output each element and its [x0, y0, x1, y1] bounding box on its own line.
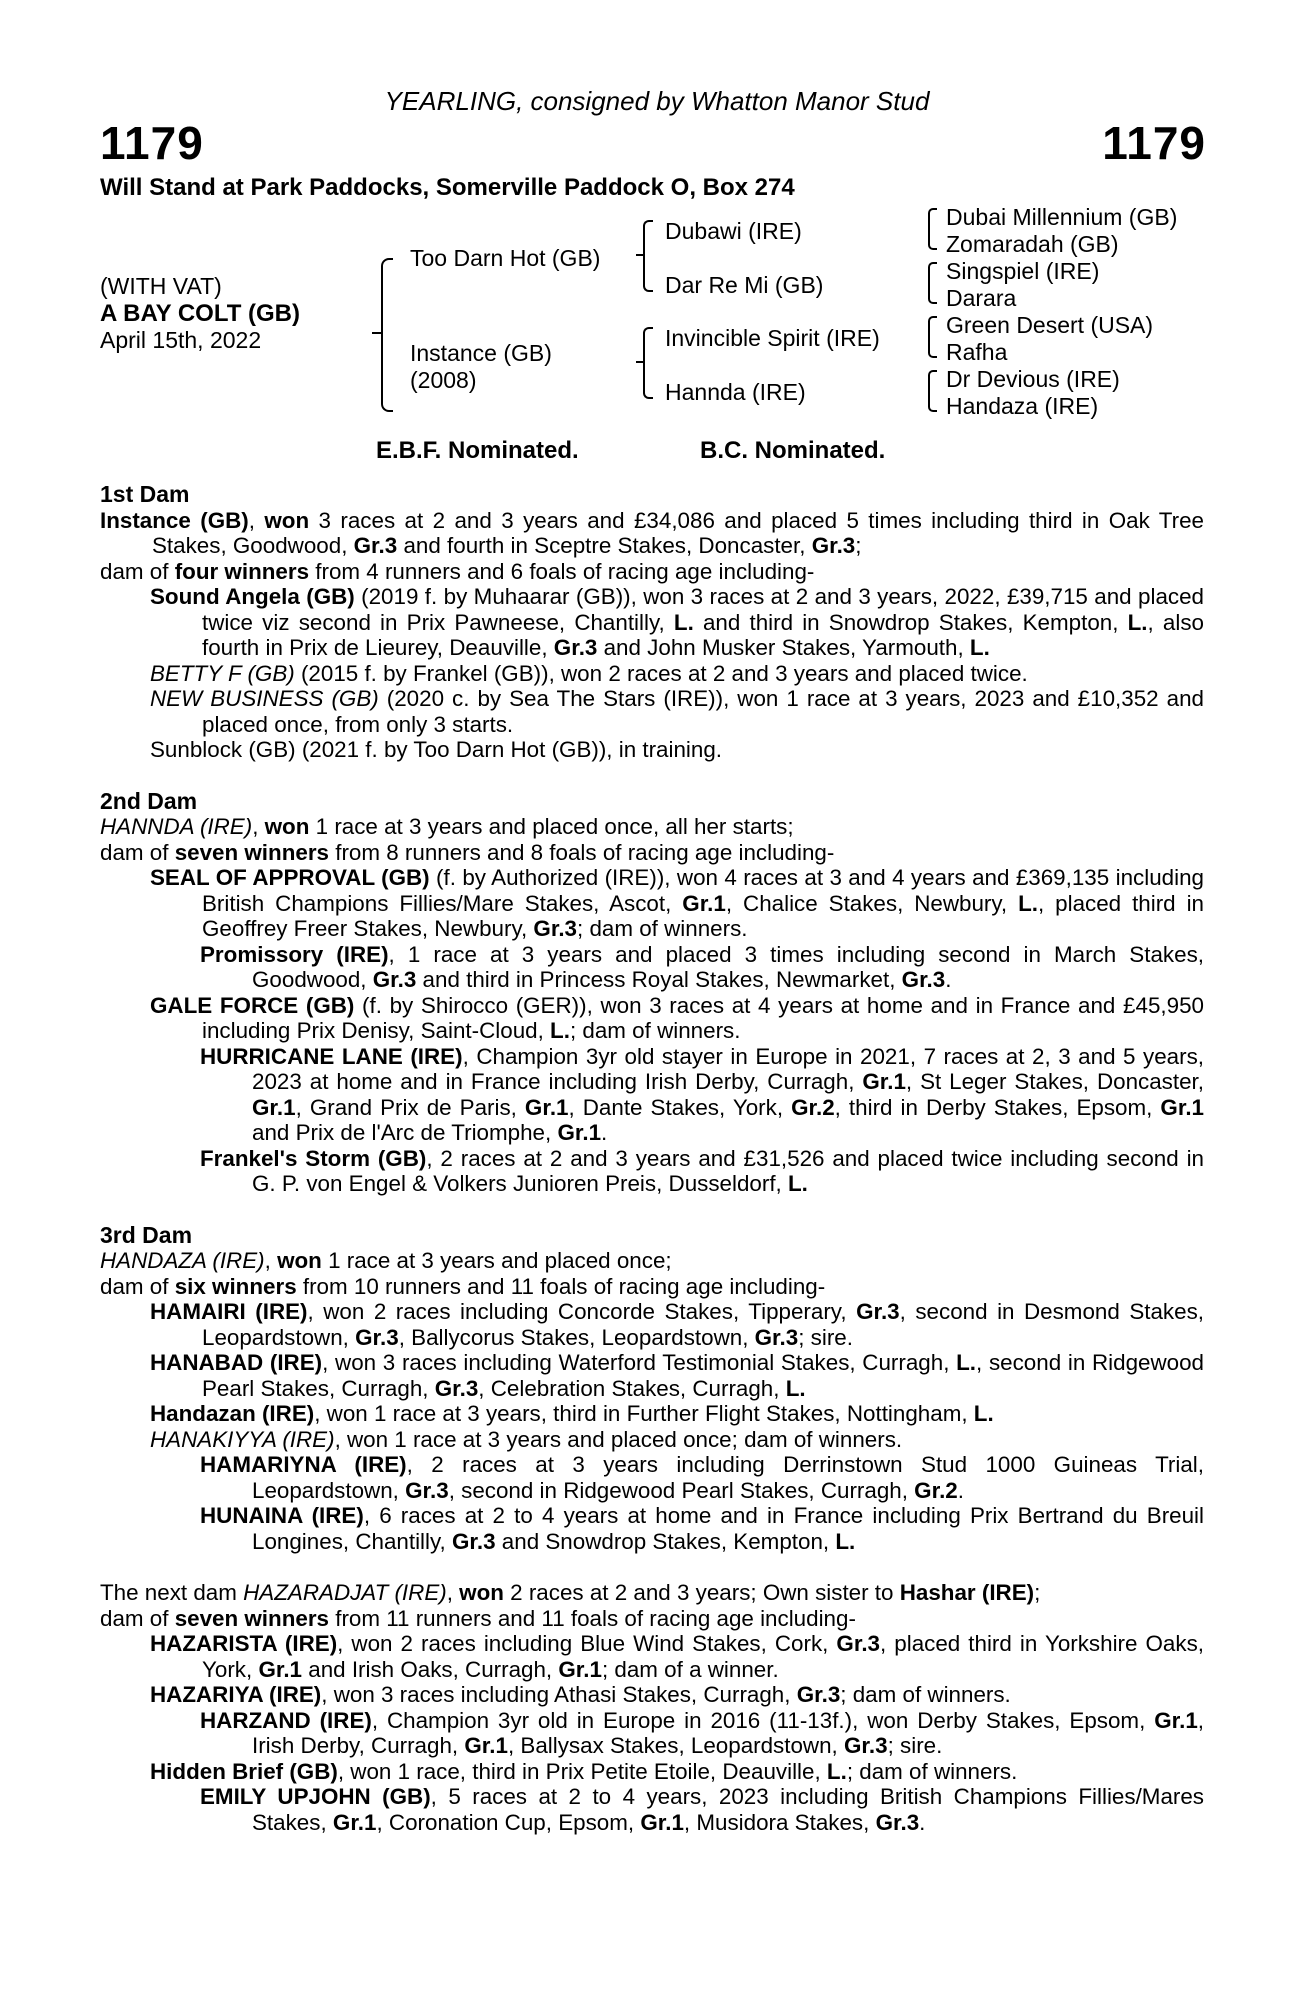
produce-sunblock: Sunblock (GB) (2021 f. by Too Darn Hot (GB)), in training. [150, 737, 723, 762]
produce-new-business: NEW BUSINESS (GB) (2020 c. by Sea The Stars (IRE)), won 1 race at 3 years, 2023 and £10,352 and placed once, from only 3 starts. [150, 686, 1204, 737]
gg-7: Dr Devious (IRE) [946, 366, 1120, 392]
gg-5: Green Desert (USA) [946, 312, 1154, 338]
dam3-produce-intro: dam of six winners from 10 runners and 11 foals of racing age including- [100, 1273, 826, 1299]
dam: Instance (GB) [410, 340, 552, 366]
stand-location: Will Stand at Park Paddocks, Somerville Paddock O, Box 274 [100, 174, 795, 201]
produce-hunaina: HUNAINA (IRE), 6 races at 2 to 4 years at home and in France including Prix Bertrand du Breuil Longines, Chantilly, Gr.3 and Snowdrop Stakes, Kempton, L. [200, 1503, 1204, 1554]
brace-sire-parents [643, 220, 653, 292]
next-dam-produce-intro: dam of seven winners from 11 runners and 11 foals of racing age including- [100, 1605, 856, 1631]
dam2-produce-intro: dam of seven winners from 8 runners and 8 foals of racing age including- [100, 839, 835, 865]
next-dam-entry: The next dam HAZARADJAT (IRE), won 2 races at 2 and 3 years; Own sister to Hashar (IRE); [100, 1580, 1041, 1605]
catalogue-body [100, 482, 1204, 1835]
gg-8: Handaza (IRE) [946, 393, 1099, 419]
sire-sire: Dubawi (IRE) [665, 218, 802, 244]
dam2-entry: HANNDA (IRE), won 1 race at 3 years and placed once, all her starts; [100, 814, 794, 839]
produce-hazariya: HAZARIYA (IRE), won 3 races including Athasi Stakes, Curragh, Gr.3; dam of winners. [150, 1682, 1011, 1707]
produce-seal-of-approval: SEAL OF APPROVAL (GB) (f. by Authorized (IRE)), won 4 races at 3 and 4 years and £369,135 including British Champions Fillies/Mare Stakes, Ascot, Gr.1, Chalice Stakes, Newbury, L., placed third in Geoffrey Freer Stakes, Newbury, Gr.3; dam of winners. [150, 865, 1204, 941]
brace-mid [636, 254, 644, 256]
produce-harzand: HARZAND (IRE), Champion 3yr old in Europe in 2016 (11-13f.), won Derby Stakes, Epsom, Gr.1, Irish Derby, Curragh, Gr.1, Ballysax Stakes, Leopardstown, Gr.3; sire. [200, 1707, 1205, 1758]
brace-g2 [928, 262, 937, 304]
gg-6: Rafha [946, 339, 1008, 365]
brace-g4 [928, 370, 937, 412]
vat-note: (WITH VAT) [100, 273, 222, 299]
brace-mid [636, 361, 644, 363]
dam3-entry: HANDAZA (IRE), won 1 race at 3 years and placed once; [100, 1248, 672, 1273]
gg-1: Dubai Millennium (GB) [946, 204, 1178, 230]
brace-dam-parents [643, 327, 653, 399]
gg-2: Zomaradah (GB) [946, 231, 1119, 257]
dam1-heading: 1st Dam [100, 481, 190, 507]
bc-nominated: B.C. Nominated. [700, 437, 886, 464]
lot-number-left: 1179 [100, 117, 204, 169]
produce-hanakiyya: HANAKIYYA (IRE), won 1 race at 3 years and placed once; dam of winners. [150, 1426, 903, 1452]
brace-g1 [928, 208, 937, 250]
lot-number-right: 1179 [1102, 117, 1206, 169]
sire-dam: Dar Re Mi (GB) [665, 272, 824, 298]
produce-hazarista: HAZARISTA (IRE), won 2 races including Blue Wind Stakes, Cork, Gr.3, placed third in Yorkshire Oaks, York, Gr.1 and Irish Oaks, Curragh, Gr.1; dam of a winner. [150, 1631, 1204, 1682]
produce-hurricane-lane: HURRICANE LANE (IRE), Champion 3yr old stayer in Europe in 2021, 7 races at 2, 3 and 5 years, 2023 at home and in France including Irish Derby, Curragh, Gr.1, St Leger Stakes, Doncaster, Gr.1, Grand Prix de Paris, Gr.1, Dante Stakes, York, Gr.2, third in Derby Stakes, Epsom, Gr.1 and Prix de l'Arc de Triomphe, Gr.1. [200, 1043, 1204, 1145]
foaling-date: April 15th, 2022 [100, 327, 262, 353]
dam-year: (2008) [410, 367, 477, 393]
dam3-heading: 3rd Dam [100, 1221, 193, 1248]
produce-promissory: Promissory (IRE), 1 race at 3 years and placed 3 times including second in March Stakes, Goodwood, Gr.3 and third in Princess Royal Stakes, Newmarket, Gr.3. [200, 941, 1204, 992]
produce-emily-upjohn: EMILY UPJOHN (GB), 5 races at 2 to 4 years, 2023 including British Champions Fillies/Mares Stakes, Gr.1, Coronation Cup, Epsom, Gr.1, Musidora Stakes, Gr.3. [200, 1784, 1204, 1835]
brace-g3 [928, 316, 937, 358]
produce-hidden-brief: Hidden Brief (GB), won 1 race, third in Prix Petite Etoile, Deauville, L.; dam of winners. [150, 1758, 1018, 1784]
dam-sire: Invincible Spirit (IRE) [665, 325, 880, 351]
produce-handazan: Handazan (IRE), won 1 race at 3 years, third in Further Flight Stakes, Nottingham, L. [150, 1401, 994, 1426]
dam-dam: Hannda (IRE) [665, 379, 806, 405]
brace-mid [372, 332, 382, 334]
horse-name: A BAY COLT (GB) [100, 300, 301, 327]
produce-gale-force: GALE FORCE (GB) (f. by Shirocco (GER)), won 3 races at 4 years at home and in France and £45,950 including Prix Denisy, Saint-Cloud, L.; dam of winners. [150, 992, 1204, 1043]
ebf-nominated: E.B.F. Nominated. [376, 437, 579, 464]
produce-hamairi: HAMAIRI (IRE), won 2 races including Concorde Stakes, Tipperary, Gr.3, second in Desmond Stakes, Leopardstown, Gr.3, Ballycorus Stakes, Leopardstown, Gr.3; sire. [150, 1299, 1204, 1350]
gg-4: Darara [946, 285, 1017, 311]
dam1-entry: Instance (GB), won 3 races at 2 and 3 years and £34,086 and placed 5 times including third in Oak Tree Stakes, Goodwood, Gr.3 and fourth in Sceptre Stakes, Doncaster, Gr.3; [100, 507, 1205, 558]
produce-frankels-storm: Frankel's Storm (GB), 2 races at 2 and 3 years and £31,526 and placed twice including second in G. P. von Engel & Volkers Junioren Preis, Dusseldorf, L. [200, 1145, 1204, 1196]
produce-sound-angela: Sound Angela (GB) (2019 f. by Muhaarar (GB)), won 3 races at 2 and 3 years, 2022, £39,715 and placed twice viz second in Prix Pawneese, Chantilly, L. and third in Snowdrop Stakes, Kempton, L., also fourth in Prix de Lieurey, Deauville, Gr.3 and John Musker Stakes, Yarmouth, L. [150, 584, 1205, 660]
sire: Too Darn Hot (GB) [410, 245, 601, 271]
consignment-line: YEARLING, consigned by Whatton Manor Stud [384, 86, 930, 116]
produce-hamariyna: HAMARIYNA (IRE), 2 races at 3 years including Derrinstown Stud 1000 Guineas Trial, Leopardstown, Gr.3, second in Ridgewood Pearl Stakes, Curragh, Gr.2. [200, 1452, 1205, 1503]
produce-hanabad: HANABAD (IRE), won 3 races including Waterford Testimonial Stakes, Curragh, L., second in Ridgewood Pearl Stakes, Curragh, Gr.3, Celebration Stakes, Curragh, L. [150, 1350, 1204, 1401]
dam1-produce-intro: dam of four winners from 4 runners and 6 foals of racing age including- [100, 558, 815, 584]
brace-sire-dam [381, 258, 393, 412]
produce-betty-f: BETTY F (GB) (2015 f. by Frankel (GB)), won 2 races at 2 and 3 years and placed twice. [150, 660, 1028, 686]
gg-3: Singspiel (IRE) [946, 258, 1100, 284]
dam2-heading: 2nd Dam [100, 787, 198, 814]
